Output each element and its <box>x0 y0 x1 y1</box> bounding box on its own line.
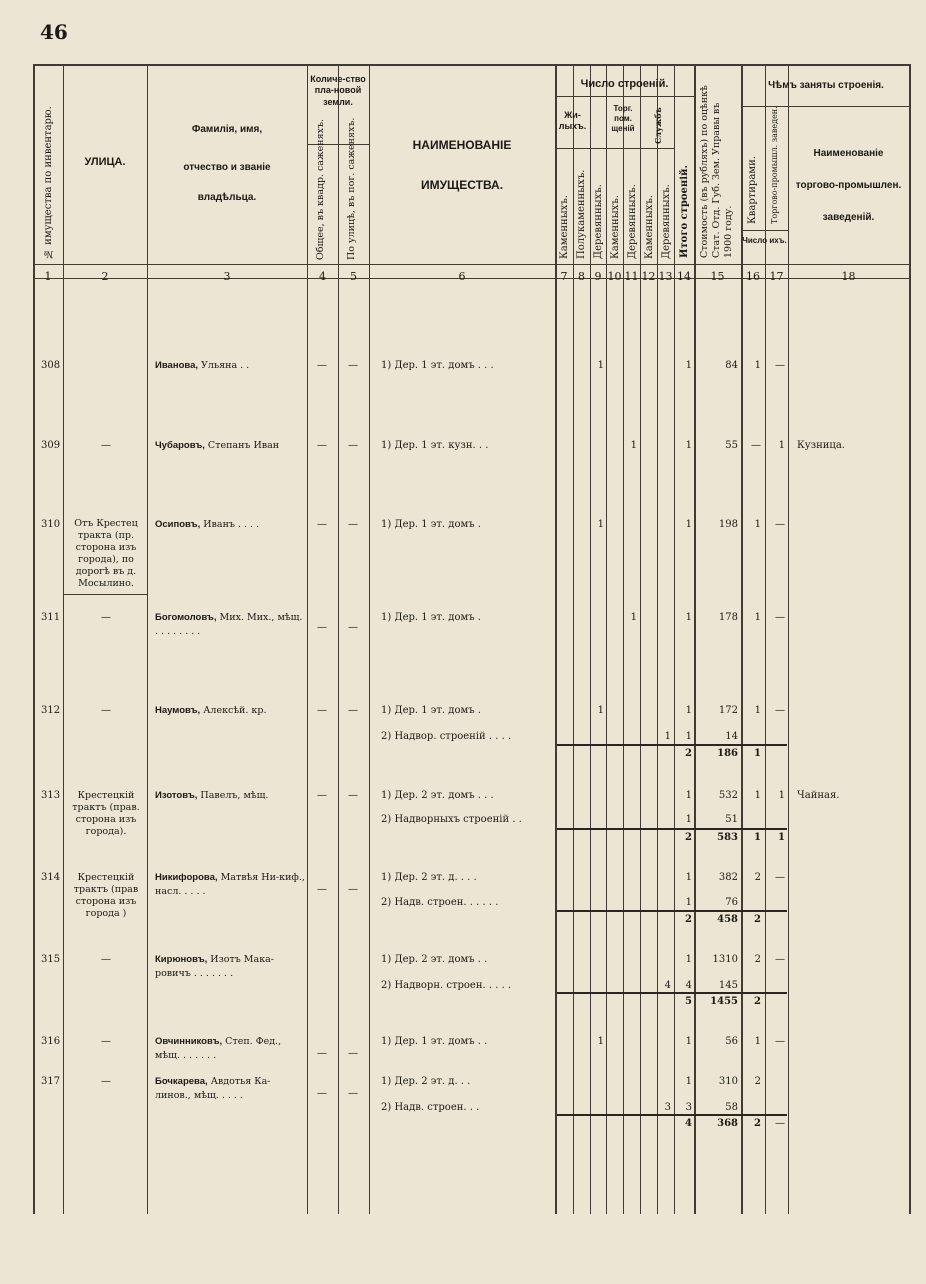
owner-name: Наумовъ, Алексѣй. кр. <box>155 705 267 716</box>
value: 1310 <box>712 954 738 965</box>
total-b14: 2 <box>685 748 692 759</box>
header-inventory-number: № имущества по инвентарю. <box>43 106 54 259</box>
count-b14: 3 <box>685 1102 692 1113</box>
total-value: 186 <box>717 748 738 759</box>
property-item: 1) Дер. 2 эт. домъ . . . <box>381 790 494 801</box>
value: 145 <box>718 980 738 991</box>
c16-total: 2 <box>754 1118 761 1129</box>
property-item: 1) Дер. 1 эт. домъ . . <box>381 1036 488 1047</box>
count-b14: 1 <box>685 612 692 623</box>
header-land: Количе-ство пла-новой земли. <box>310 74 366 107</box>
inventory-no: 315 <box>41 954 61 965</box>
header-buildings: Число строеній. <box>580 78 669 90</box>
c16: 1 <box>754 519 761 530</box>
count-b11: 1 <box>630 440 637 451</box>
owner-name: Иванова, Ульяна . . <box>155 360 250 371</box>
land-total: — <box>317 1048 327 1059</box>
value: 532 <box>718 790 738 801</box>
c16: 1 <box>754 360 761 371</box>
c16: 2 <box>754 872 761 883</box>
value: 198 <box>718 519 738 530</box>
header-c18-a: Наименованіе <box>813 148 884 159</box>
col-number: 16 <box>746 270 760 283</box>
c17: — <box>775 1036 785 1047</box>
land-total: — <box>317 1088 327 1099</box>
count-b9: 1 <box>597 705 604 716</box>
land-total: — <box>317 360 327 371</box>
land-total: — <box>317 790 327 801</box>
header-property-a: НАИМЕНОВАНІЕ <box>412 138 512 152</box>
c16: — <box>751 440 761 451</box>
count-b14: 1 <box>685 519 692 530</box>
header-c17: Торгово-промышл. заведен. <box>770 106 779 224</box>
c17-total: — <box>775 1118 785 1129</box>
value: 178 <box>718 612 738 623</box>
c17-total: 1 <box>778 832 785 843</box>
header-residential: Жи-лыхъ. <box>558 110 587 132</box>
establishment-name: Чайная. <box>797 790 840 801</box>
c16: 2 <box>754 954 761 965</box>
header-owner-b: отчество и званіе <box>183 162 271 173</box>
total-b14: 2 <box>685 914 692 925</box>
header-b8: Полукаменныхъ. <box>576 169 587 259</box>
total-value: 583 <box>717 832 738 843</box>
col-number: 17 <box>769 270 784 283</box>
c16: 1 <box>754 790 761 801</box>
count-b13: 4 <box>664 980 671 991</box>
land-street: — <box>348 1088 358 1099</box>
property-item: 1) Дер. 1 эт. кузн. . . <box>381 440 489 451</box>
col-number: 13 <box>658 270 673 283</box>
col-number: 5 <box>350 270 357 283</box>
street: — <box>101 954 111 965</box>
col-number: 6 <box>458 270 466 283</box>
header-value: Стоимость (въ рубляхъ) по оцѣнкѣ Стат. Отд. Губ. Зем. Управы въ 1900 году. <box>699 85 734 258</box>
header-b10: Каменныхъ. <box>610 195 621 259</box>
property-item: 1) Дер. 1 эт. домъ . <box>381 612 481 623</box>
street: — <box>101 612 111 623</box>
count-b9: 1 <box>597 360 604 371</box>
count-b13: 3 <box>664 1102 671 1113</box>
header-count: Число ихъ. <box>742 236 787 245</box>
inventory-no: 311 <box>41 612 61 623</box>
c16-total: 2 <box>754 914 761 925</box>
header-c18-c: заведеній. <box>822 212 875 223</box>
c16: 1 <box>754 705 761 716</box>
value: 172 <box>718 705 738 716</box>
land-street: — <box>348 622 358 633</box>
owner-name: Бочкарева, Авдотья Ка-линов., мѣщ. . . . . <box>155 1076 271 1101</box>
property-item: 1) Дер. 1 эт. домъ . <box>381 705 481 716</box>
value: 51 <box>725 814 738 825</box>
value: 14 <box>725 731 738 742</box>
count-b14: 1 <box>685 1036 692 1047</box>
count-b14: 1 <box>685 705 692 716</box>
inventory-no: 314 <box>41 872 61 883</box>
inventory-no: 316 <box>41 1036 61 1047</box>
header-land-total: Общее, въ квадр. саженяхъ. <box>315 118 326 260</box>
land-street: — <box>348 705 358 716</box>
land-street: — <box>348 1048 358 1059</box>
page-number: 46 <box>40 20 68 44</box>
count-b14: 1 <box>685 1076 692 1087</box>
c16-total: 1 <box>754 748 761 759</box>
col-number: 2 <box>101 270 109 283</box>
c17: — <box>775 612 785 623</box>
owner-name: Чубаровъ, Степанъ Иван <box>155 440 280 451</box>
header-b11: Деревянныхъ. <box>627 184 638 259</box>
col-number: 9 <box>594 270 602 283</box>
property-item: 2) Надворныхъ строеній . . <box>381 814 522 825</box>
c17: — <box>775 954 785 965</box>
inventory-table <box>33 64 911 1214</box>
c17: 1 <box>778 440 785 451</box>
count-b11: 1 <box>630 612 637 623</box>
owner-name: Кирюновъ, Изотъ Мака-ровичъ . . . . . . . <box>155 954 275 979</box>
inventory-no: 312 <box>41 705 61 716</box>
c17: — <box>775 519 785 530</box>
property-item: 2) Надворн. строен. . . . . <box>381 980 512 991</box>
c17: — <box>775 705 785 716</box>
count-b9: 1 <box>597 519 604 530</box>
inventory-no: 317 <box>41 1076 61 1087</box>
street: — <box>101 440 111 451</box>
c16: 2 <box>754 1076 761 1087</box>
header-street: УЛИЦА. <box>84 156 126 168</box>
c17: — <box>775 360 785 371</box>
street: — <box>101 1036 111 1047</box>
count-b14: 4 <box>685 980 692 991</box>
land-total: — <box>317 622 327 633</box>
owner-name: Никифорова, Матвѣя Ни-киф., насл. . . . . <box>155 872 305 897</box>
total-value: 368 <box>717 1118 738 1129</box>
establishment-name: Кузница. <box>797 440 845 451</box>
property-item: 1) Дер. 2 эт. д. . . . <box>381 872 477 883</box>
count-b13: 1 <box>664 731 671 742</box>
header-service: Службъ <box>653 107 663 144</box>
total-b14: 4 <box>685 1118 692 1129</box>
total-b14: 2 <box>685 832 692 843</box>
c17: — <box>775 872 785 883</box>
street: Отъ Крестец тракта (пр. сторона изъ города), по дорогѣ въ д. Мосылино. <box>74 518 138 589</box>
col-number: 4 <box>319 270 326 283</box>
owner-name: Богомоловъ, Мих. Мих., мѣщ. . . . . . . . . <box>155 612 303 637</box>
header-owner-c: владѣльца. <box>197 192 257 203</box>
street: — <box>101 705 111 716</box>
count-b14: 1 <box>685 440 692 451</box>
col-number: 12 <box>641 270 656 283</box>
total-value: 1455 <box>710 996 738 1007</box>
header-b13: Деревянныхъ. <box>661 184 672 259</box>
street: Крестецкій трактъ (прав. сторона изъ города). <box>72 790 140 837</box>
count-b14: 1 <box>685 814 692 825</box>
property-item: 1) Дер. 1 эт. домъ . . . <box>381 360 494 371</box>
col-number: 8 <box>578 270 585 283</box>
land-street: — <box>348 519 358 530</box>
count-b9: 1 <box>597 1036 604 1047</box>
col-number: 18 <box>841 270 856 283</box>
property-item: 1) Дер. 1 эт. домъ . <box>381 519 481 530</box>
property-item: 2) Надв. строен. . . . . . <box>381 897 499 908</box>
total-b14: 5 <box>685 996 692 1007</box>
value: 84 <box>725 360 738 371</box>
header-c18-b: торгово-промышлен. <box>795 180 902 191</box>
header-trade: Торг. пом. щеній <box>611 104 635 133</box>
inventory-no: 309 <box>41 440 61 451</box>
header-b12: Каменныхъ. <box>644 195 655 259</box>
owner-name: Осиповъ, Иванъ . . . . <box>155 519 260 530</box>
inventory-no: 313 <box>41 790 61 801</box>
col-number: 15 <box>710 270 725 283</box>
col-number: 10 <box>607 270 622 283</box>
header-b14: Итого строеній. <box>679 165 690 258</box>
c16-total: 1 <box>754 832 761 843</box>
total-value: 458 <box>717 914 738 925</box>
land-street: — <box>348 440 358 451</box>
land-street: — <box>348 790 358 801</box>
header-b9: Деревянныхъ. <box>593 184 604 259</box>
land-street: — <box>348 884 358 895</box>
land-total: — <box>317 519 327 530</box>
land-total: — <box>317 705 327 716</box>
c16-total: 2 <box>754 996 761 1007</box>
street: — <box>101 1076 111 1087</box>
c17: 1 <box>778 790 785 801</box>
land-total: — <box>317 884 327 895</box>
header-b7: Каменныхъ. <box>559 195 570 259</box>
inventory-no: 308 <box>41 360 61 371</box>
count-b14: 1 <box>685 790 692 801</box>
c16: 1 <box>754 612 761 623</box>
count-b14: 1 <box>685 731 692 742</box>
header-c16: Квартирами. <box>747 156 758 224</box>
count-b14: 1 <box>685 897 692 908</box>
property-item: 2) Надв. строен. . . <box>381 1102 480 1113</box>
land-total: — <box>317 440 327 451</box>
col-number: 7 <box>560 270 568 283</box>
value: 310 <box>718 1076 738 1087</box>
header-occupied: Чѣмъ заняты строенія. <box>768 80 884 91</box>
inventory-no: 310 <box>41 519 61 530</box>
value: 58 <box>725 1102 738 1113</box>
value: 382 <box>718 872 738 883</box>
col-number: 1 <box>44 270 52 283</box>
value: 56 <box>725 1036 738 1047</box>
property-item: 1) Дер. 2 эт. д. . . <box>381 1076 471 1087</box>
header-land-street: По улицѣ, въ пог. саженяхъ. <box>346 117 357 260</box>
count-b14: 1 <box>685 954 692 965</box>
owner-name: Овчинниковъ, Степ. Фед., мѣщ. . . . . . . <box>155 1036 282 1061</box>
header-owner-a: Фамилія, имя, <box>191 124 263 135</box>
col-number: 14 <box>677 270 691 283</box>
col-number: 11 <box>624 270 639 283</box>
property-item: 2) Надвор. строеній . . . . <box>381 731 512 742</box>
count-b14: 1 <box>685 360 692 371</box>
count-b14: 1 <box>685 872 692 883</box>
property-item: 1) Дер. 2 эт. домъ . . <box>381 954 488 965</box>
value: 76 <box>725 897 738 908</box>
land-street: — <box>348 360 358 371</box>
owner-name: Изотовъ, Павелъ, мѣщ. <box>155 790 269 801</box>
value: 55 <box>725 440 738 451</box>
header-property-b: ИМУЩЕСТВА. <box>420 178 504 192</box>
street: Крестецкій трактъ (прав сторона изъ города ) <box>73 872 139 919</box>
col-number: 3 <box>223 270 231 283</box>
c16: 1 <box>754 1036 761 1047</box>
